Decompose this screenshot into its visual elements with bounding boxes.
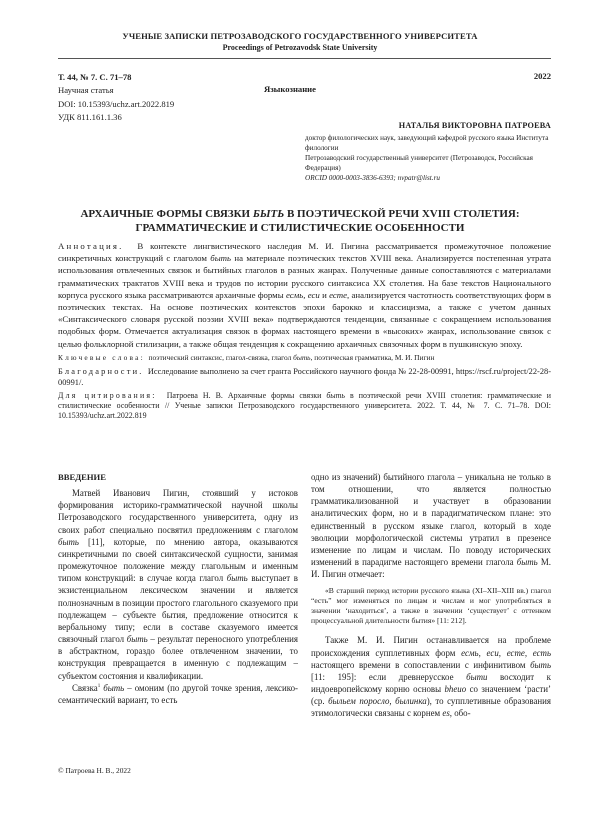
- abstract-text: и: [319, 289, 330, 300]
- italic-text: bheuo: [444, 684, 467, 695]
- italic-text: быть: [58, 536, 79, 547]
- text: Также М. И. Пигин останавливается на проблеме происхождения супплетивных форм: [311, 635, 551, 658]
- acknowledgments: [58, 366, 551, 388]
- body-column-right: [311, 471, 551, 720]
- author-block: [305, 121, 551, 183]
- udk: УДК 811.161.1.36: [58, 111, 122, 122]
- journal-subtitle: Proceedings of Petrozavodsk State University: [222, 43, 378, 52]
- header-divider: [58, 58, 551, 59]
- year: 2022: [533, 71, 551, 81]
- italic-text: быти: [466, 671, 488, 682]
- author-position: доктор филологических наук, заведующий кафедрой русского языка Института филологии: [305, 134, 549, 152]
- title-line-2: ГРАММАТИЧЕСКИЕ И СТИЛИСТИЧЕСКИЕ ОСОБЕННОСТИ: [135, 222, 465, 234]
- keywords-label: Ключевые слова:: [58, 352, 145, 362]
- text: Матвей Иванович Пигин, стоявший у истоков формирования историко-грамматической научной школы Петрозаводского государственного университета, одну из своих работ специально посвятил предложениям с глаголом: [58, 488, 298, 535]
- text: [11], которые, по мнению автора, оказываются синкретичными по своей синтаксической сущности, занимая промежуточное положение между глагольным и именным типом конструкций: в случае когда глагол: [58, 536, 298, 584]
- abstract-label: Аннотация.: [58, 241, 124, 251]
- italic-text: быльем поросло, былинка: [328, 696, 427, 707]
- author-contacts[interactable]: ORCID 0000-0003-3836-6393; nvpatr@list.ru: [305, 174, 440, 182]
- text: М. И. Пигин отмечает:: [311, 557, 551, 580]
- acknowledgments-label: Благодарности.: [58, 366, 144, 376]
- keywords-text: , поэтическая грамматика, М. И. Пигин: [310, 352, 435, 362]
- abstract-text: на материале поэтических текстов XVIII века. Анализируется постепенная утрата использования отвлеченных связок и бытийных глаголов в разных жанрах. Полученные данные сопоставляются с материалами грамматических трактатов XVIII века и трудов по истории русского синтаксиса XX столетия. На базе текстов Национального корпуса русского языка рассматриваются архаичные формы: [58, 253, 551, 300]
- keywords-italic: быть: [293, 352, 311, 362]
- text: выступает в экзистенциальном лексическом значении и является полнозначным в позиции простого глагольного сказуемого при подлежащем – субъекте бытия, предложение относится к вербальному типу; если в составе сказуемого имеется связочный глагол: [58, 573, 298, 645]
- footnote-marker[interactable]: 1: [97, 683, 101, 689]
- italic-text: быть: [226, 573, 248, 584]
- text: со значением ‘расти’ (ср.: [311, 684, 551, 707]
- citation: [58, 391, 551, 422]
- italic-text: быть: [530, 659, 551, 670]
- citation-text: в поэтической речи XVIII столетия: грамматические и стилистические особенности // Ученые записки Петрозаводского государственного университета. 2022. Т. 44, № 7. С. 71–78. DOI: 10.15393/uchz.art.2022.819: [58, 390, 551, 421]
- abstract-block: [58, 240, 551, 422]
- block-quote: «В старший период истории русского языка (XI–XII–XIII вв.) глагол “есть” мог изменяться по лицам и числам и мог употребляться в значении ‘находиться’, а также в значении ‘существует’ с оттенком процессуальной длительности бытия» [11: 212].: [311, 586, 551, 626]
- article-meta: [58, 71, 174, 124]
- author-affiliation: Петрозаводский государственный университет (Петрозаводск, Российская Федерация): [305, 154, 533, 172]
- copyright: © Патроева Н. В., 2022: [58, 766, 131, 775]
- title-text: В ПОЭТИЧЕСКОЙ РЕЧИ XVIII СТОЛЕТИЯ:: [284, 208, 520, 220]
- abstract-italic: быть: [210, 253, 232, 264]
- text: Связка: [72, 682, 98, 693]
- text: восходит к индоевропейскому корню основы: [311, 671, 551, 695]
- paragraph: [58, 682, 298, 706]
- abstract: [58, 240, 551, 350]
- italic-text: быть: [516, 557, 538, 568]
- doi[interactable]: DOI: 10.15393/uchz.art.2022.819: [58, 98, 175, 109]
- citation-text: Патроева Н. В. Архаичные формы связки: [166, 390, 327, 400]
- title-text: АРХАИЧНЫЕ ФОРМЫ СВЯЗКИ: [80, 208, 253, 220]
- article-type: Научная статья: [58, 85, 114, 96]
- italic-text: быть: [100, 682, 125, 693]
- text: одно из значений) бытийного глагола – уникальна не только в том отношении, что является полностью грамматикализованной и участвует в образовании аналитических форм, но и в парадигматическом плане: это единственный в русском языке глагол, который в ходе эволюции морфологической системы утратил в презенсе изменение по лицам и числам. По поводу исторических изменений в парадигме настоящего времени глагола: [311, 472, 551, 568]
- keywords: [58, 353, 551, 363]
- abstract-italic: есте: [329, 289, 348, 300]
- text: [11: 195]: если древнерусское: [311, 671, 467, 682]
- text: , обо-: [449, 708, 471, 719]
- title-italic: БЫТЬ: [252, 208, 285, 220]
- italic-text: есмь, еси, есте, есть: [461, 647, 551, 658]
- paragraph: [311, 471, 551, 580]
- author-name: НАТАЛЬЯ ВИКТОРОВНА ПАТРОЕВА: [398, 121, 551, 130]
- abstract-text: В контексте лингвистического наследия М. И. Пигина рассматривается промежуточное положение синкретичных конструкций с глаголом: [58, 241, 551, 264]
- text: настоящего времени в сопоставлении с инфинитивом: [311, 659, 531, 670]
- citation-label: Для цитирования:: [58, 390, 157, 400]
- keywords-text: поэтический синтаксис, глагол-связка, глагол: [148, 352, 294, 362]
- italic-text: быть: [126, 634, 148, 645]
- abstract-italic: есмь, еси: [285, 289, 320, 300]
- abstract-text: , анализируется частотность соответствующих форм в поэтических текстах. На основе поэтических контекстов эпохи барокко и классицизма, а также с учетом данных «Синтаксического словаря русской поэзии XVIII века» подтверждаются тенденции, связанные с сокращением использования подобных форм. Отмечается актуализация связок в формах настоящего времени в «высоких» жанрах, использование связок с целью фольклорной стилизации, а также общая тенденция к сокращению архаичных связочных форм в пушкинскую эпоху.: [58, 289, 551, 349]
- section-name: Языкознание: [264, 84, 316, 94]
- acknowledgments-text: Исследование выполнено за счет гранта Российского научного фонда № 22-28-00991, https://rscf.ru/project/22-28-00991/.: [58, 366, 552, 387]
- italic-text: es: [442, 708, 450, 719]
- text: – результат переносного употребления в абстрактном, гораздо более отвлеченном значении, то конструкция превращается в именную с подлежащим – субъектом состояния и квалификации.: [58, 634, 298, 681]
- body-column-left: [58, 471, 298, 706]
- text: – омоним (по другой точке зрения, лексико-семантический вариант, то есть: [58, 682, 298, 705]
- text: ), то супплетивные образования этимологически связаны с корнем: [311, 696, 551, 719]
- paragraph: [311, 634, 551, 719]
- article-title: [40, 207, 560, 235]
- section-heading: ВВЕДЕНИЕ: [58, 472, 106, 482]
- volume-info: Т. 44, № 7. С. 71–78: [58, 72, 132, 82]
- journal-title: УЧЕНЫЕ ЗАПИСКИ ПЕТРОЗАВОДСКОГО ГОСУДАРСТВЕННОГО УНИВЕРСИТЕТА: [122, 31, 478, 41]
- citation-italic: быть: [326, 390, 345, 400]
- paragraph: [58, 487, 298, 682]
